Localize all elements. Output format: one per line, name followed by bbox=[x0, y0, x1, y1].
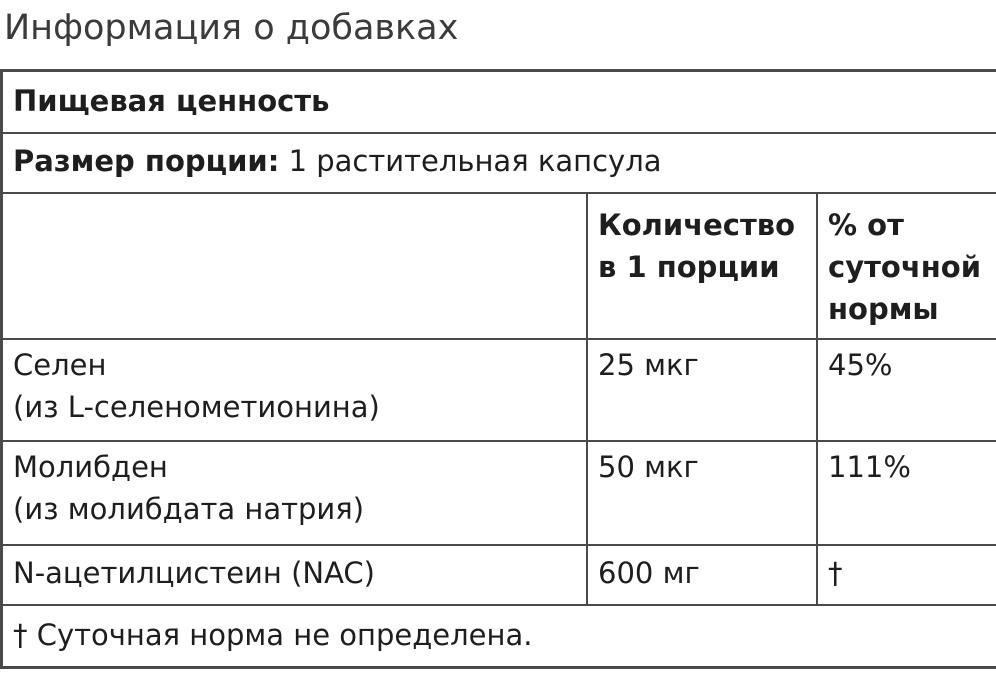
nutrient-name-cell bbox=[3, 340, 586, 442]
nutrient-name: N-ацетилцистеин (NAC) bbox=[13, 556, 375, 590]
serving-size bbox=[3, 134, 996, 194]
column-header-row bbox=[3, 192, 996, 340]
dv-header-line: суточной bbox=[828, 250, 982, 284]
nutrient-amount: 50 мкг bbox=[598, 450, 699, 484]
nutrient-row-selenium bbox=[3, 338, 996, 442]
header-empty-cell bbox=[3, 194, 586, 340]
nutrient-amount: 25 мкг bbox=[598, 348, 699, 382]
dv-column-header bbox=[818, 194, 996, 340]
amount-column-header bbox=[588, 194, 816, 340]
amount-header-line: в 1 порции bbox=[598, 250, 780, 284]
heading-row bbox=[3, 72, 996, 132]
nutrient-name-cell bbox=[3, 546, 586, 606]
nutrient-name: Селен bbox=[13, 348, 107, 382]
serving-size-value: 1 растительная капсула bbox=[279, 144, 662, 178]
nutrient-name-cell bbox=[3, 442, 586, 546]
nutrient-amount: 600 мг bbox=[598, 556, 700, 590]
nutrient-dv: † bbox=[828, 556, 843, 590]
nutrient-source: (из L-селенометионина) bbox=[13, 390, 380, 424]
page-title: Информация о добавках bbox=[4, 8, 459, 48]
serving-size-row bbox=[3, 132, 996, 194]
serving-size-label: Размер порции: bbox=[13, 144, 280, 178]
dv-header-line: % от bbox=[828, 208, 904, 242]
table-heading: Пищевая ценность bbox=[13, 84, 330, 118]
footnote: † Суточная норма не определена. bbox=[13, 618, 533, 652]
nutrient-dv: 111% bbox=[828, 450, 911, 484]
nutrient-name: Молибден bbox=[13, 450, 168, 484]
nutrient-dv: 45% bbox=[828, 348, 893, 382]
dv-header-line: нормы bbox=[828, 292, 939, 326]
amount-header-line: Количество bbox=[598, 208, 796, 242]
nutrient-source: (из молибдата натрия) bbox=[13, 492, 365, 526]
nutrient-row-molybdenum bbox=[3, 440, 996, 546]
supplement-facts-table bbox=[0, 69, 996, 669]
footnote-row bbox=[3, 604, 996, 666]
nutrient-row-nac bbox=[3, 544, 996, 606]
